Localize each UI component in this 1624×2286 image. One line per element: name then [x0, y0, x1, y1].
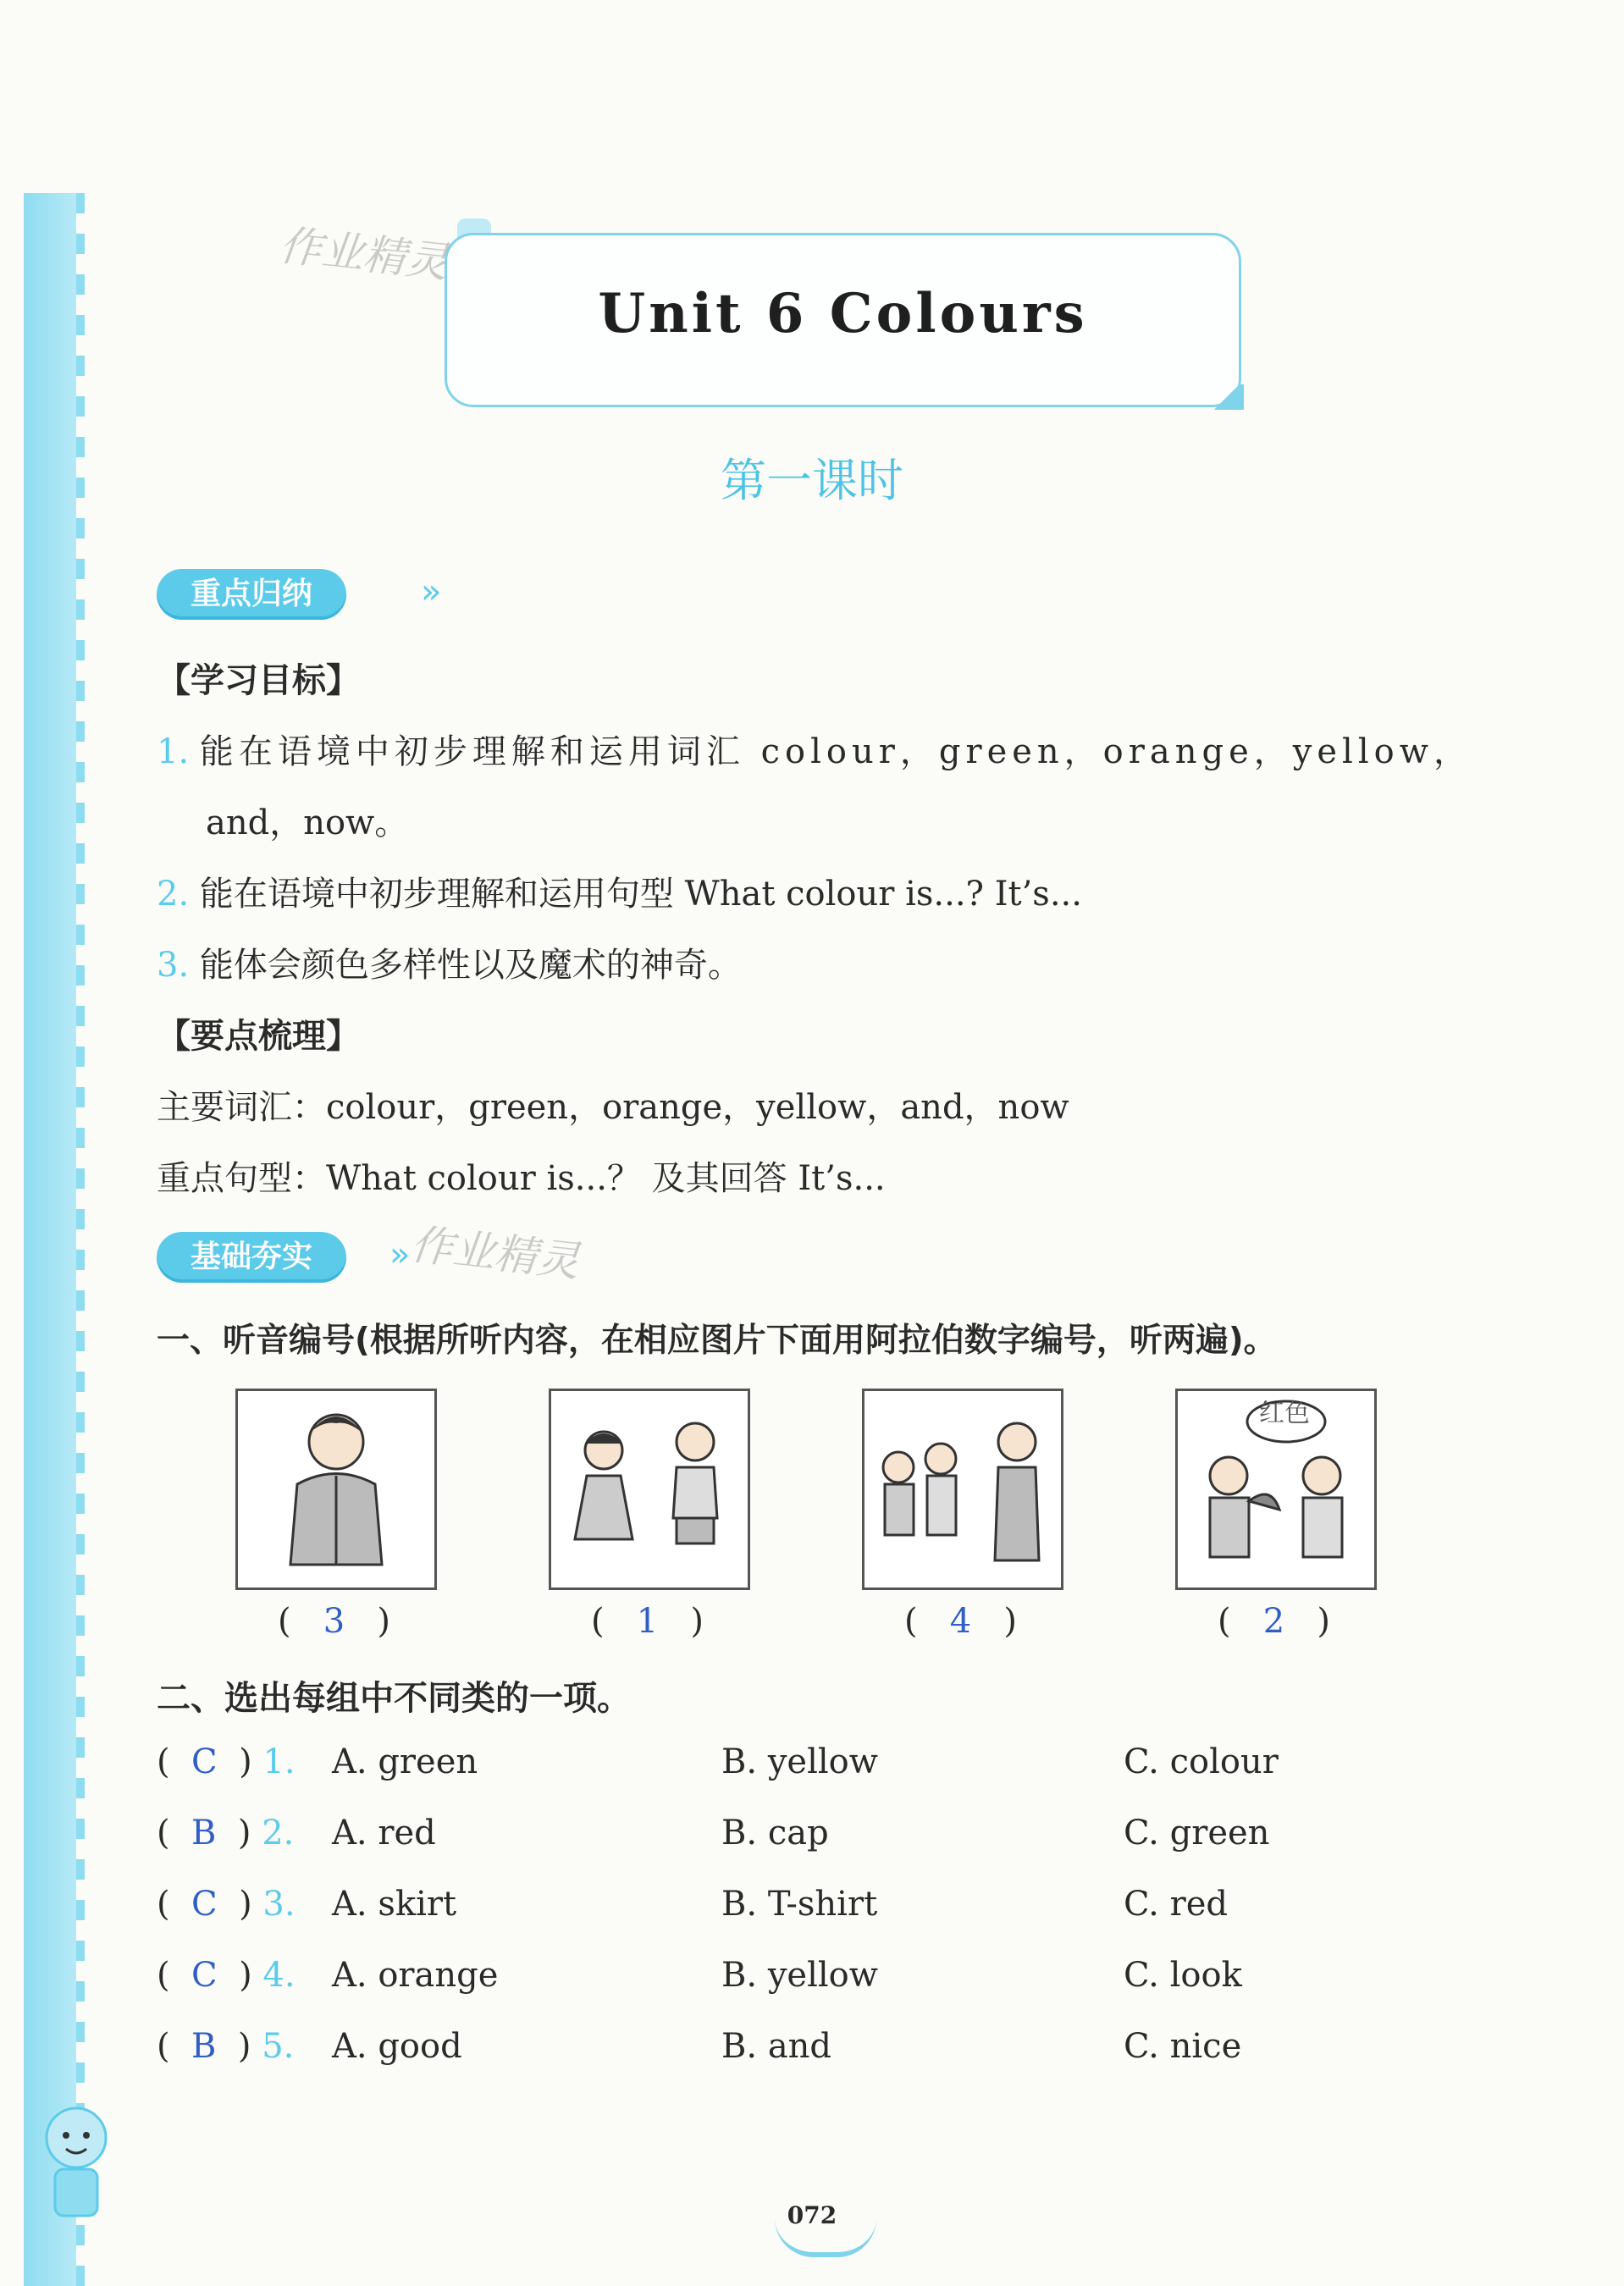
item-number: 5. — [262, 2027, 295, 2066]
option-b: B. yellow — [721, 1956, 878, 1995]
option-c: C. colour — [1124, 1742, 1279, 1781]
objectives-heading: 【学习目标】 — [157, 661, 360, 700]
answer-value: C — [191, 1742, 218, 1781]
question-1-title: 一、听音编号(根据所听内容，在相应图片下面用阿拉伯数字编号，听两遍)。 — [157, 1322, 1277, 1360]
keypoints-heading: 【要点梳理】 — [157, 1017, 360, 1056]
keypoints-sentence: 重点句型：What colour is...？ 及其回答 It’s... — [157, 1159, 886, 1198]
option-c: C. red — [1124, 1885, 1229, 1924]
objective-text: 能体会颜色多样性以及魔术的神奇。 — [199, 946, 742, 985]
answer-value: B — [191, 2027, 217, 2066]
answer-value: 2 — [1262, 1602, 1285, 1641]
objective-item-2 — [157, 867, 1082, 915]
page-number-decoration — [775, 2218, 876, 2257]
answer-value: 1 — [636, 1602, 659, 1641]
item-number: 1. — [262, 1742, 296, 1781]
objective-text: 能在语境中初步理解和运用词汇 colour，green，orange，yellow， — [199, 732, 1472, 771]
girl-and-boy-illustration — [551, 1391, 748, 1588]
picture-3-group-of-kids — [862, 1389, 1063, 1590]
answer-blank-4: ( 2 ) — [1218, 1602, 1330, 1641]
option-b: B. and — [721, 2027, 832, 2066]
option-a: A. good — [332, 2027, 462, 2066]
option-c: C. green — [1124, 1814, 1270, 1853]
answer-bracket: ( C ) 3. — [157, 1885, 296, 1924]
option-c: C. nice — [1124, 2027, 1242, 2066]
group-of-kids-illustration — [864, 1391, 1061, 1588]
keypoints-vocab: 主要词汇：colour，green，orange，yellow，and，now — [157, 1088, 1069, 1127]
question-2-title: 二、选出每组中不同类的一项。 — [157, 1679, 631, 1718]
answer-bracket: ( B ) 2. — [157, 1814, 295, 1853]
picture-1-boy-jacket — [235, 1389, 437, 1590]
answer-blank-3: ( 4 ) — [904, 1602, 1017, 1641]
unit-title: Unit 6 Colours — [598, 282, 1088, 345]
answer-value: 3 — [323, 1602, 345, 1641]
section-basics-label: 基础夯实 — [157, 1232, 346, 1283]
option-b: B. yellow — [721, 1742, 878, 1781]
speech-bubble-text: 红色 — [1259, 1399, 1310, 1428]
answer-bracket: ( C ) 1. — [157, 1742, 296, 1781]
objective-number: 1. — [157, 732, 190, 771]
page-number: 072 — [787, 2201, 837, 2229]
answer-value: C — [191, 1956, 218, 1995]
item-number: 2. — [262, 1814, 295, 1853]
option-a: A. green — [332, 1742, 478, 1781]
answer-bracket: ( B ) 5. — [157, 2027, 295, 2066]
objective-number: 3. — [157, 946, 190, 985]
option-a: A. orange — [332, 1956, 499, 1995]
answer-blank-2: ( 1 ) — [591, 1602, 704, 1641]
answer-value: 4 — [949, 1602, 972, 1641]
option-c: C. look — [1124, 1956, 1242, 1995]
item-number: 4. — [262, 1956, 296, 1995]
unit-title-box — [445, 233, 1241, 407]
answer-value: C — [191, 1885, 218, 1924]
objective-item-3 — [157, 938, 742, 986]
boy-in-jacket-illustration — [238, 1391, 434, 1588]
objective-number: 2. — [157, 875, 190, 914]
page-curl-decoration — [1210, 384, 1244, 410]
option-a: A. skirt — [332, 1885, 457, 1924]
double-arrow-icon: » — [421, 572, 442, 611]
section-key-points-label: 重点归纳 — [157, 569, 346, 620]
answer-blank-1: ( 3 ) — [278, 1602, 390, 1641]
double-arrow-icon: » — [389, 1235, 411, 1274]
picture-2-girl-and-boy — [549, 1389, 750, 1590]
watermark-middle: 作业精灵 — [408, 1219, 583, 1287]
option-a: A. red — [332, 1814, 436, 1853]
lesson-title: 第一课时 — [721, 454, 903, 507]
option-b: B. T-shirt — [721, 1885, 878, 1924]
answer-bracket: ( C ) 4. — [157, 1956, 296, 1995]
item-number: 3. — [262, 1885, 296, 1924]
objective-item-1-continued: and，now。 — [206, 803, 409, 842]
watermark-top: 作业精灵 — [277, 220, 451, 288]
option-b: B. cap — [721, 1814, 829, 1853]
answer-value: B — [191, 1814, 217, 1853]
objective-text: 能在语境中初步理解和运用句型 What colour is...? It’s... — [199, 875, 1082, 914]
objective-item-1 — [157, 725, 1472, 773]
